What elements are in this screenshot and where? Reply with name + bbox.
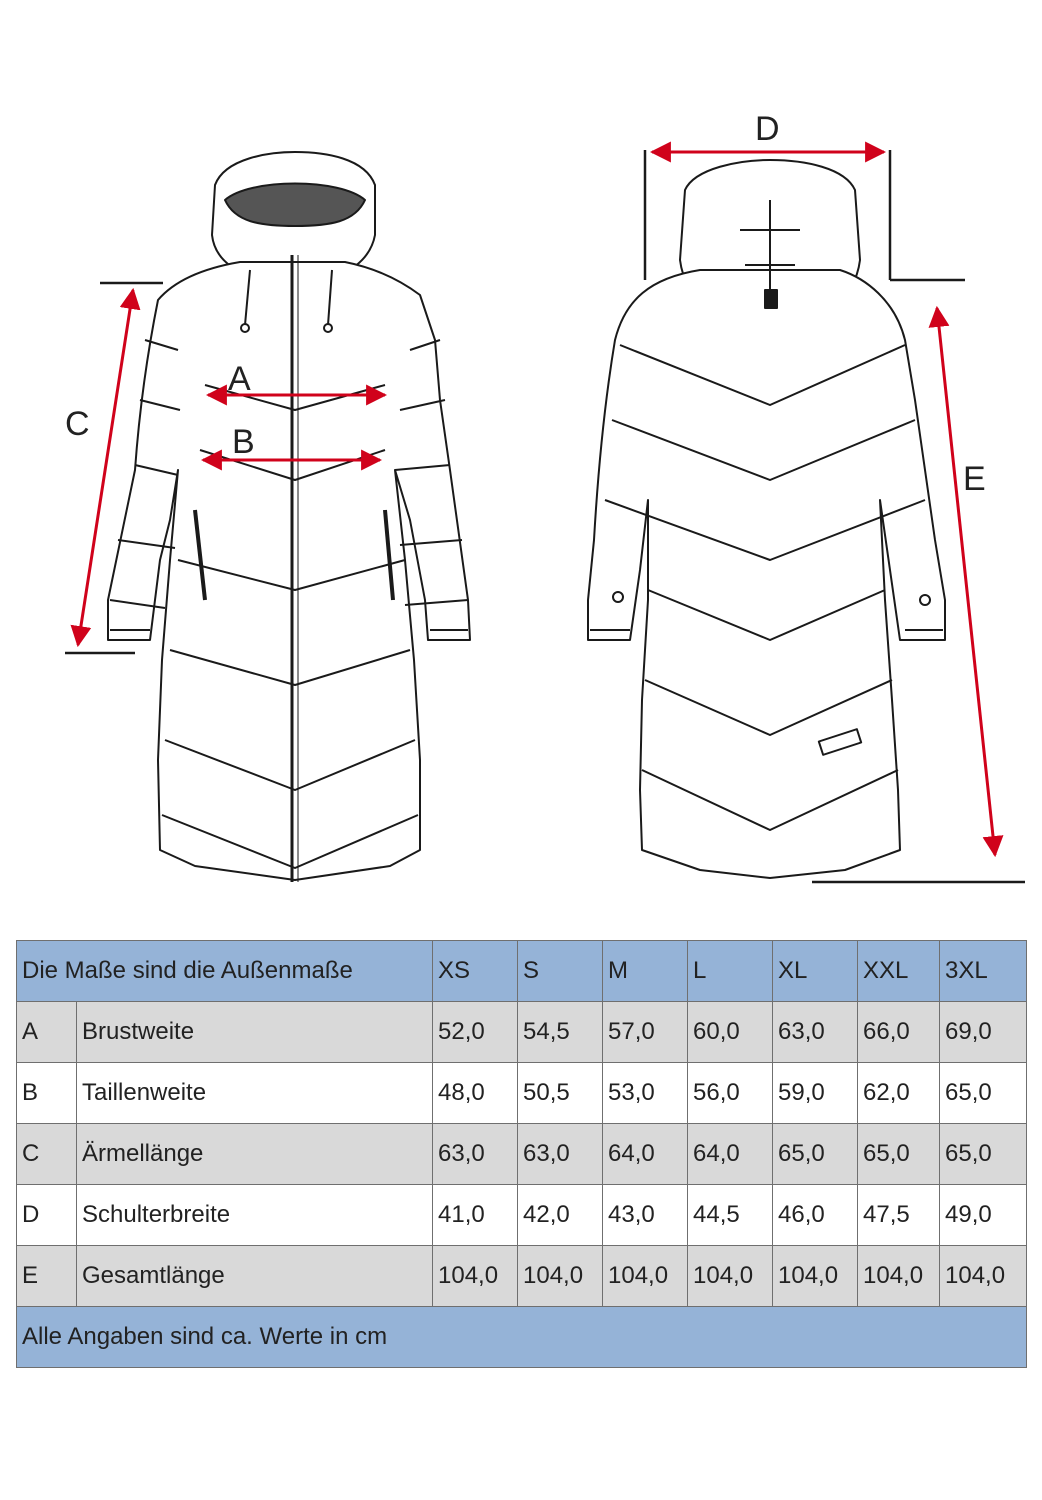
table-cell: 64,0 [603, 1124, 688, 1185]
size-header: M [603, 941, 688, 1002]
table-cell: 104,0 [603, 1246, 688, 1307]
size-header: S [518, 941, 603, 1002]
row-name: Brustweite [77, 1002, 433, 1063]
table-cell: 43,0 [603, 1185, 688, 1246]
table-cell: 42,0 [518, 1185, 603, 1246]
row-key: A [17, 1002, 77, 1063]
row-key: E [17, 1246, 77, 1307]
table-cell: 63,0 [518, 1124, 603, 1185]
size-header: L [688, 941, 773, 1002]
table-row [17, 1185, 1027, 1246]
label-d: D [755, 110, 780, 148]
table-row [17, 1063, 1027, 1124]
table-cell: 49,0 [940, 1185, 1027, 1246]
table-cell: 63,0 [433, 1124, 518, 1185]
table-row [17, 1002, 1027, 1063]
table-cell: 65,0 [858, 1124, 940, 1185]
table-cell: 48,0 [433, 1063, 518, 1124]
row-name: Taillenweite [77, 1063, 433, 1124]
table-header-row [17, 941, 1027, 1002]
table-row [17, 1246, 1027, 1307]
table-cell: 54,5 [518, 1002, 603, 1063]
table-cell: 69,0 [940, 1002, 1027, 1063]
table-cell: 41,0 [433, 1185, 518, 1246]
table-cell: 50,5 [518, 1063, 603, 1124]
label-b: B [232, 423, 255, 461]
table-row [17, 1124, 1027, 1185]
table-footer-row [17, 1307, 1027, 1368]
size-header: XXL [858, 941, 940, 1002]
table-cell: 104,0 [518, 1246, 603, 1307]
table-cell: 66,0 [858, 1002, 940, 1063]
table-cell: 60,0 [688, 1002, 773, 1063]
size-header: XL [773, 941, 858, 1002]
label-a: A [228, 360, 251, 398]
table-cell: 65,0 [940, 1063, 1027, 1124]
size-header: 3XL [940, 941, 1027, 1002]
row-name: Ärmellänge [77, 1124, 433, 1185]
table-cell: 104,0 [688, 1246, 773, 1307]
table-cell: 104,0 [940, 1246, 1027, 1307]
table-cell: 47,5 [858, 1185, 940, 1246]
table-cell: 56,0 [688, 1063, 773, 1124]
table-cell: 59,0 [773, 1063, 858, 1124]
table-header-title: Die Maße sind die Außenmaße [17, 941, 433, 1002]
table-footer-note: Alle Angaben sind ca. Werte in cm [17, 1307, 1027, 1368]
table-cell: 65,0 [940, 1124, 1027, 1185]
table-cell: 104,0 [858, 1246, 940, 1307]
table-cell: 57,0 [603, 1002, 688, 1063]
table-cell: 63,0 [773, 1002, 858, 1063]
coat-front-icon [108, 152, 470, 882]
table-cell: 53,0 [603, 1063, 688, 1124]
table-cell: 64,0 [688, 1124, 773, 1185]
label-c: C [65, 405, 90, 443]
row-key: D [17, 1185, 77, 1246]
table-cell: 52,0 [433, 1002, 518, 1063]
coat-back-icon [588, 160, 945, 878]
table-cell: 65,0 [773, 1124, 858, 1185]
size-header: XS [433, 941, 518, 1002]
label-e: E [963, 460, 986, 498]
table-cell: 44,5 [688, 1185, 773, 1246]
row-name: Schulterbreite [77, 1185, 433, 1246]
table-cell: 104,0 [433, 1246, 518, 1307]
table-cell: 46,0 [773, 1185, 858, 1246]
table-cell: 104,0 [773, 1246, 858, 1307]
arrow-e [937, 308, 995, 855]
size-table [16, 940, 1027, 1368]
table-cell: 62,0 [858, 1063, 940, 1124]
row-key: B [17, 1063, 77, 1124]
row-key: C [17, 1124, 77, 1185]
row-name: Gesamtlänge [77, 1246, 433, 1307]
